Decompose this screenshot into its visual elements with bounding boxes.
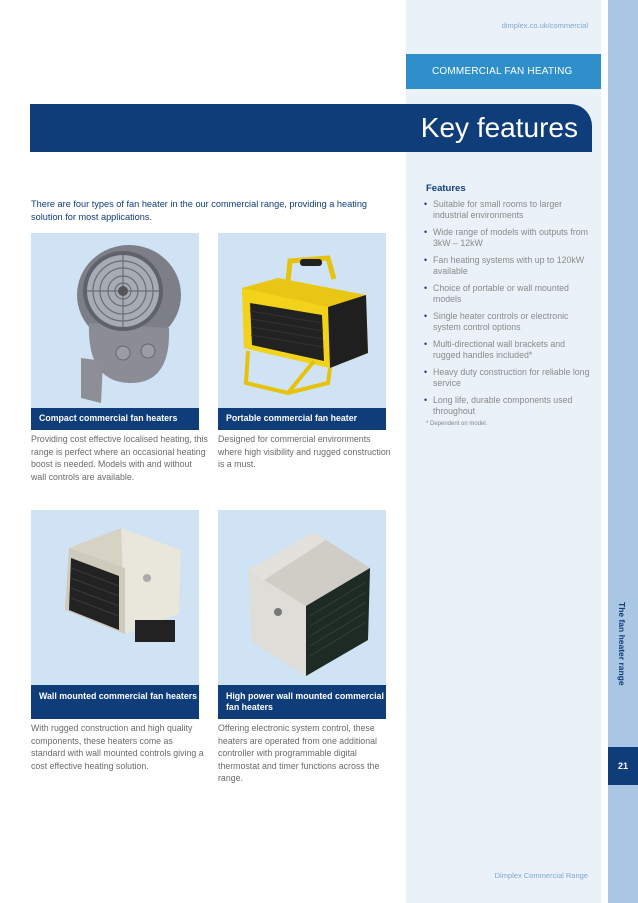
feature-item: • Long life, durable components used throughout [424, 395, 573, 416]
feature-text: Choice of portable or wall mounted models [433, 283, 569, 304]
portable-heater-image [218, 233, 386, 408]
product-label: Portable commercial fan heater [218, 408, 386, 430]
feature-text: Suitable for small rooms to larger industrial environments [433, 199, 563, 220]
website-url: dimplex.co.uk/commercial [501, 21, 588, 30]
product-label: Wall mounted commercial fan heaters [31, 685, 199, 719]
feature-text: Single heater controls or electronic system control options [433, 311, 569, 332]
feature-item: • Heavy duty construction for reliable long service [424, 367, 590, 388]
feature-text: Fan heating systems with up to 120kW available [433, 255, 585, 276]
section-side-label [613, 602, 633, 686]
feature-text: Long life, durable components used throughout [433, 395, 573, 416]
product-description: Providing cost effective localised heating, this range is perfect where an occasional heating boost is needed. Models with and without wall controls are available. [31, 434, 208, 482]
product-label: Compact commercial fan heaters [31, 408, 199, 430]
section-banner: COMMERCIAL FAN HEATING [406, 54, 601, 89]
intro-text: There are four types of fan heater in the our commercial range, providing a heating solution for most applications. [31, 199, 368, 222]
feature-text: Heavy duty construction for reliable long service [433, 367, 590, 388]
features-list [424, 199, 592, 423]
high-power-heater-image [218, 510, 386, 685]
feature-item: • Single heater controls or electronic system control options [424, 311, 569, 332]
product-description: Designed for commercial environments where high visibility and rugged construction is a must. [218, 434, 391, 469]
product-label: High power wall mounted commercial fan heaters [218, 685, 386, 719]
wall-mounted-heater-image [31, 510, 199, 685]
feature-text: Wide range of models with outputs from 3kW – 12kW [433, 227, 588, 248]
feature-item: • Wide range of models with outputs from 3kW – 12kW [424, 227, 588, 248]
section-side-label-text: The fan heater range [617, 602, 627, 686]
feature-text: Multi-directional wall brackets and rugged handles included* [433, 339, 566, 360]
compact-heater-image [31, 233, 199, 408]
footer-text: Dimplex Commercial Range [494, 871, 588, 880]
page-number: 21 [608, 747, 638, 785]
feature-item: • Choice of portable or wall mounted models [424, 283, 569, 304]
product-description: With rugged construction and high quality components, these heaters come as standard with wall mounted controls giving a cost effective heating solution. [31, 723, 204, 771]
feature-item: • Suitable for small rooms to larger industrial environments [424, 199, 563, 220]
page-title: Key features [420, 112, 578, 143]
feature-item: • Multi-directional wall brackets and rugged handles included* [424, 339, 566, 360]
product-description: Offering electronic system control, these heaters are operated from one additional controller with programmable digital thermostat and timer functions across the range. [218, 723, 380, 783]
feature-item: • Fan heating systems with up to 120kW available [424, 255, 585, 276]
features-heading: Features [426, 183, 466, 194]
footnote: * Dependent on model. [426, 421, 488, 427]
